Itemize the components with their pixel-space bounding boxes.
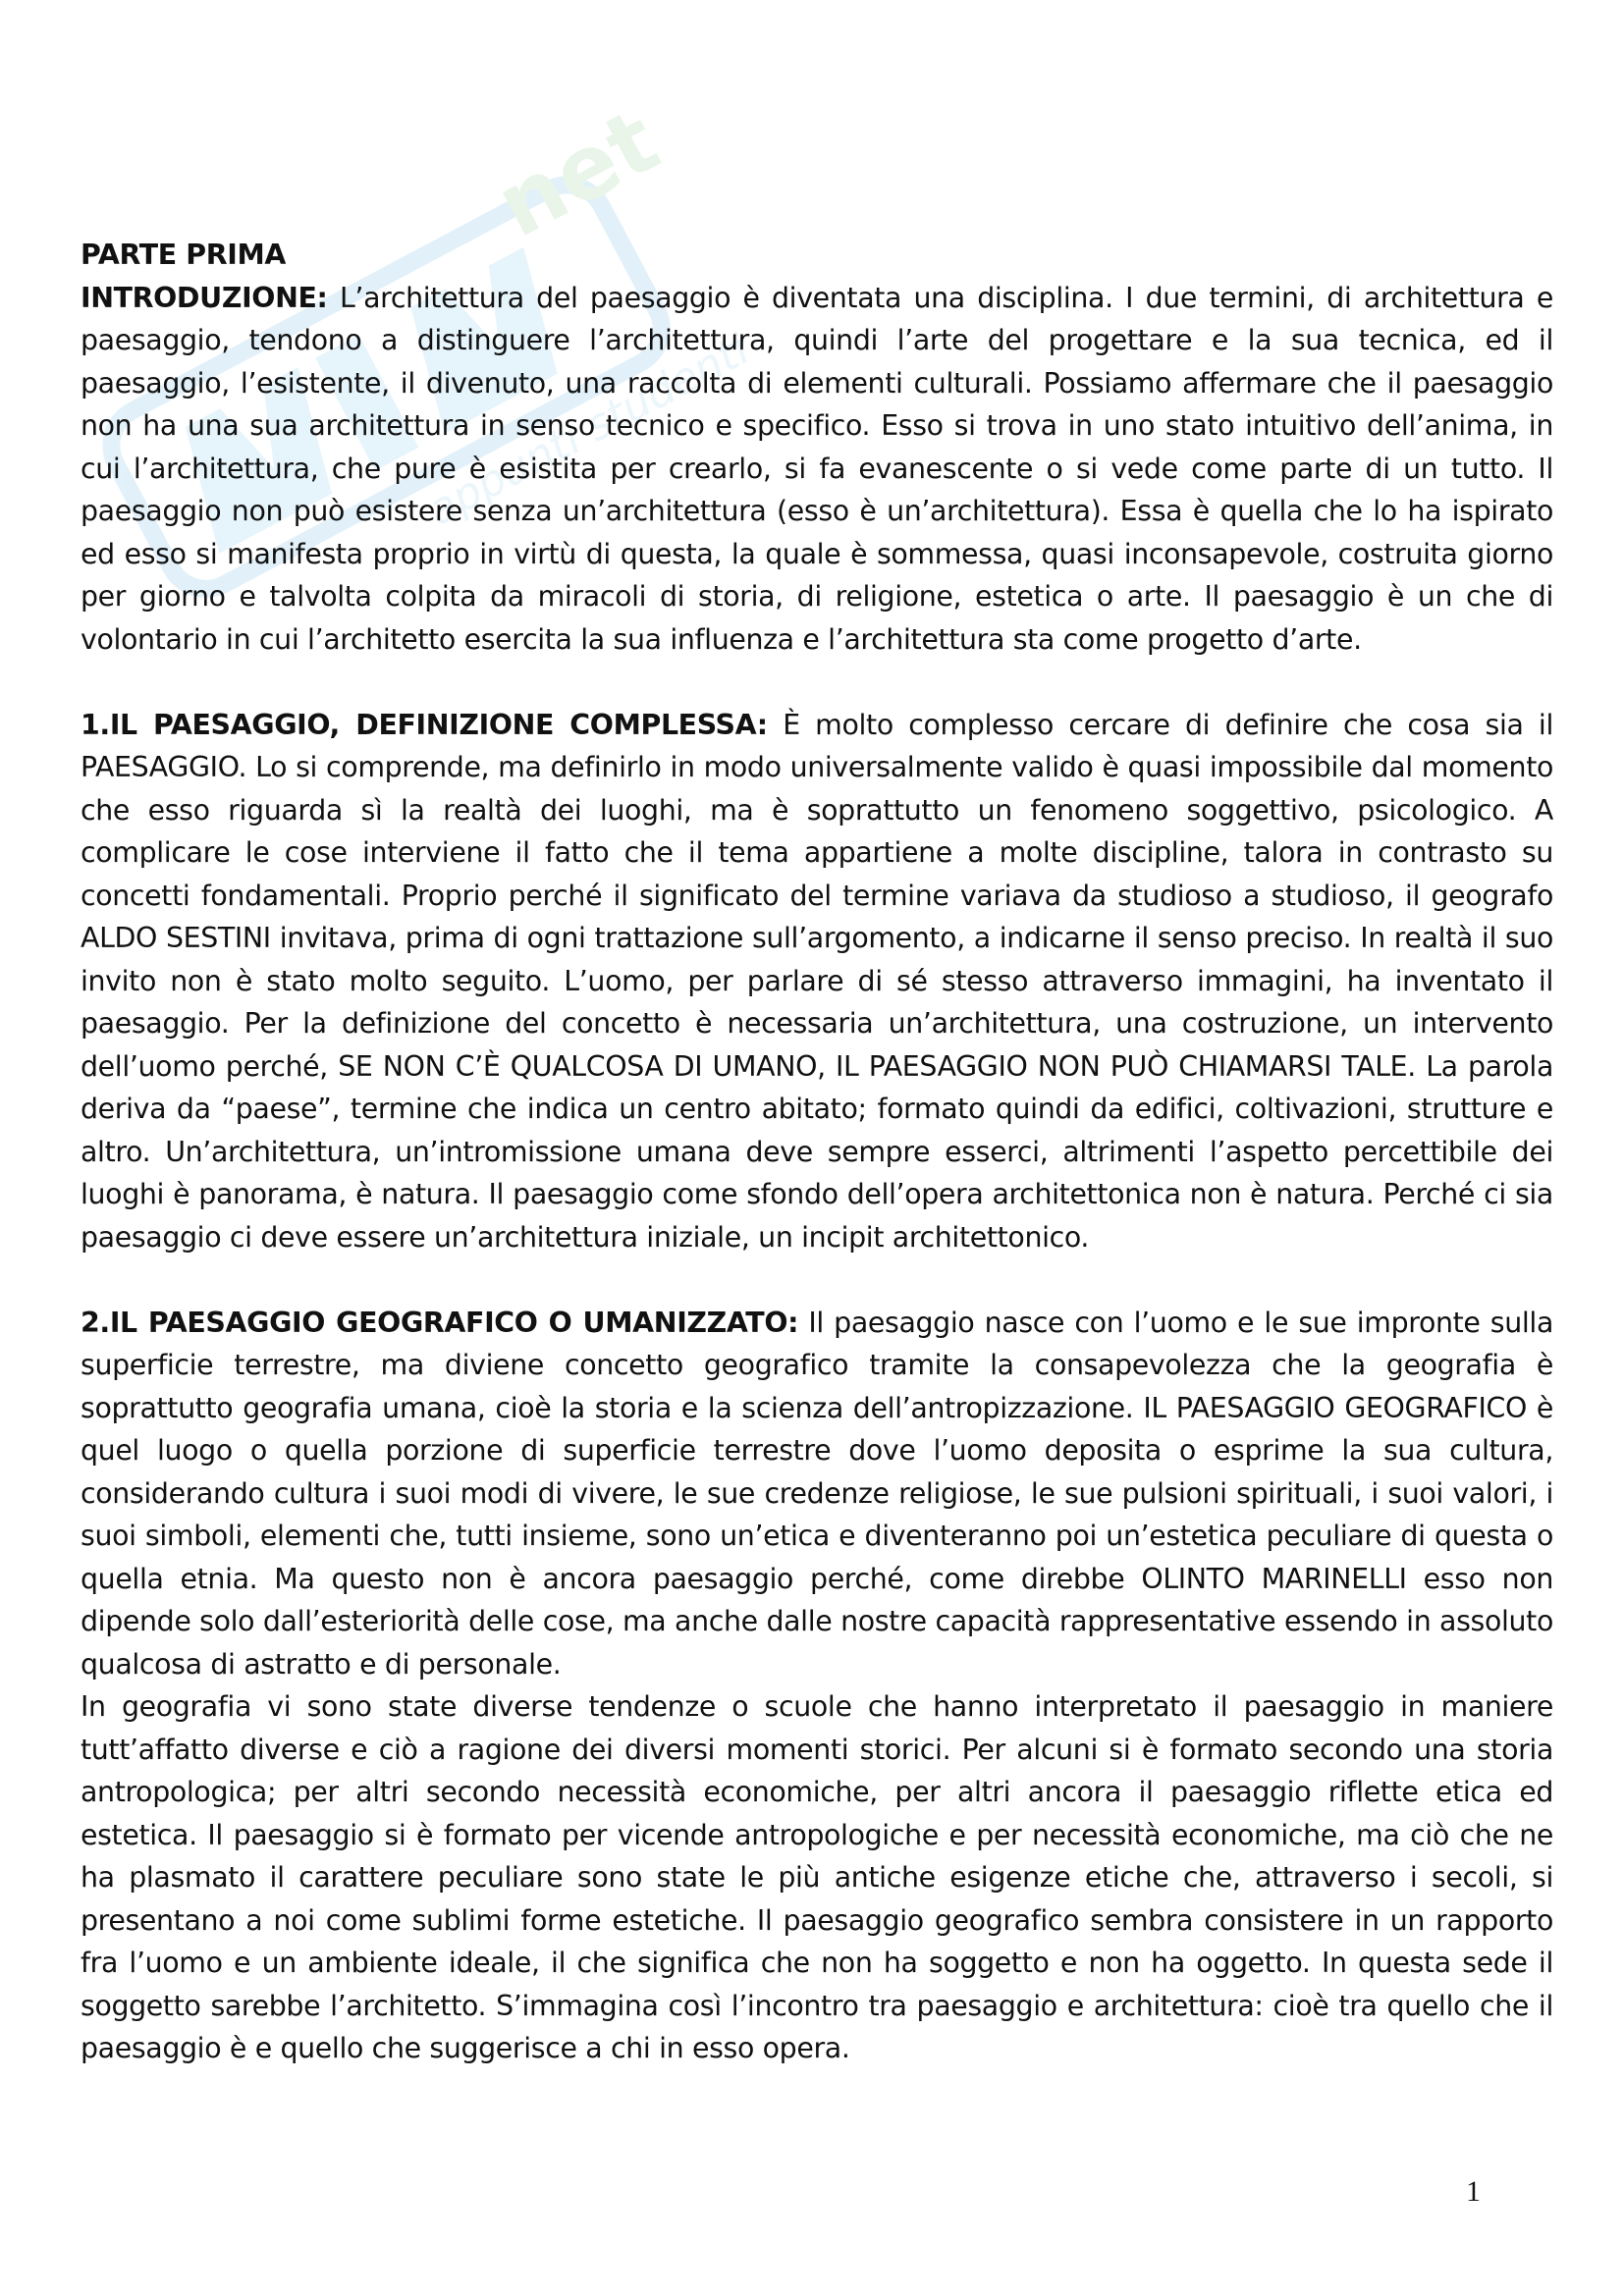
section2-paragraph: [81, 1302, 1553, 1686]
page-number: 1: [1466, 2175, 1481, 2208]
watermark-subtext: appunti studenti: [419, 324, 758, 536]
section2-heading: 2.IL PAESAGGIO GEOGRAFICO O UMANIZZATO:: [81, 1306, 799, 1339]
intro-paragraph: [81, 277, 1553, 662]
section1-body: È molto complesso cercare di definire che cosa sia il PAESAGGIO. Lo si comprende, ma definirlo in modo universalmente valido è quasi impossibile dal momento che esso riguarda sì la realtà dei luoghi, ma è soprattutto un fenomeno soggettivo, psicologico. A complicare le cose interviene il fatto che il tema appartiene a molte discipline, talora in contrasto su concetti fondamentali. Proprio perché il significato del termine variava da studioso a studioso, il geografo ALDO SESTINI invitava, prima di ogni trattazione sull’argomento, a indicarne il senso preciso. In realtà il suo invito non è stato molto seguito. L’uomo, per parlare di sé stesso attraverso immagini, ha inventato il paesaggio. Per la definizione del concetto è necessaria un’architettura, una costruzione, un intervento dell’uomo perché, SE NON C’È QUALCOSA DI UMANO, IL PAESAGGIO NON PUÒ CHIAMARSI TALE. La parola deriva da “paese”, termine che indica un centro abitato; formato quindi da edifici, coltivazioni, strutture e altro. Un’architettura, un’intromissione umana deve sempre esserci, altrimenti l’aspetto percettibile dei luoghi è panorama, è natura. Il paesaggio come sfondo dell’opera architettonica non è natura. Perché ci sia paesaggio ci deve essere un’architettura iniziale, un incipit architettonico.: [81, 708, 1554, 1254]
section1-paragraph: [81, 704, 1553, 1259]
part-title: PARTE PRIMA: [81, 239, 287, 271]
intro-body: L’architettura del paesaggio è diventata una disciplina. I due termini, di architettura e paesaggio, tendono a distinguere l’architettura, quindi l’arte del progettare e la sua tecnica, ed il paesaggio, l’esistente, il divenuto, una raccolta di elementi culturali. Possiamo affermare che il paesaggio non ha una sua architettura in senso tecnico e specifico. Esso si trova in uno stato intuitivo dell’anima, in cui l’architettura, che pure è esistita per crearlo, si fa evanescente o si vede come parte di un tutto. Il paesaggio non può esistere senza un’architettura (esso è un’architettura). Essa è quella che lo ha ispirato ed esso si manifesta proprio in virtù di questa, la quale è sommessa, quasi inconsapevole, costruita giorno per giorno e talvolta colpita da miracoli di storia, di religione, estetica o arte. Il paesaggio è un che di volontario in cui l’architetto esercita la sua influenza e l’architettura sta come progetto d’arte.: [81, 281, 1553, 656]
intro-heading: INTRODUZIONE:: [81, 281, 328, 314]
section2-body: Il paesaggio nasce con l’uomo e le sue impronte sulla superficie terrestre, ma diviene concetto geografico tramite la consapevolezza che la geografia è soprattutto geografia umana, cioè la storia e la scienza dell’antropizzazione. IL PAESAGGIO GEOGRAFICO è quel luogo o quella porzione di superficie terrestre dove l’uomo deposita o esprime la sua cultura, considerando cultura i suoi modi di vivere, le sue credenze religiose, le sue pulsioni spirituali, i suoi valori, i suoi simboli, elementi che, tutti insieme, sono un’etica e diventeranno poi un’estetica peculiare di questa o quella etnia. Ma questo non è ancora paesaggio perché, come direbbe OLINTO MARINELLI esso non dipende solo dall’esteriorità delle cose, ma anche dalle nostre capacità rappresentative essendo in assoluto qualcosa di astratto e di personale.: [81, 1306, 1554, 1681]
section1-heading: 1.IL PAESAGGIO, DEFINIZIONE COMPLESSA:: [81, 708, 768, 741]
document-body: [81, 234, 1553, 2070]
watermark-text: net: [480, 88, 676, 258]
section2-paragraph-2: In geografia vi sono state diverse tendenze o scuole che hanno interpretato il paesaggio in maniere tutt’affatto diverse e ciò a ragione dei diversi momenti storici. Per alcuni si è formato secondo una storia antropologica; per altri secondo necessità economiche, per altri ancora il paesaggio riflette etica ed estetica. Il paesaggio si è formato per vicende antropologiche e per necessità economiche, ma ciò che ne ha plasmato il carattere peculiare sono state le più antiche esigenze etiche che, attraverso i secoli, si presentano a noi come sublimi forme estetiche. Il paesaggio geografico sembra consistere in un rapporto fra l’uomo e un ambiente ideale, il che significa che non ha soggetto e non ha oggetto. In questa sede il soggetto sarebbe l’architetto. S’immagina così l’incontro tra paesaggio e architettura: cioè tra quello che il paesaggio è e quello che suggerisce a chi in esso opera.: [81, 1690, 1553, 2064]
